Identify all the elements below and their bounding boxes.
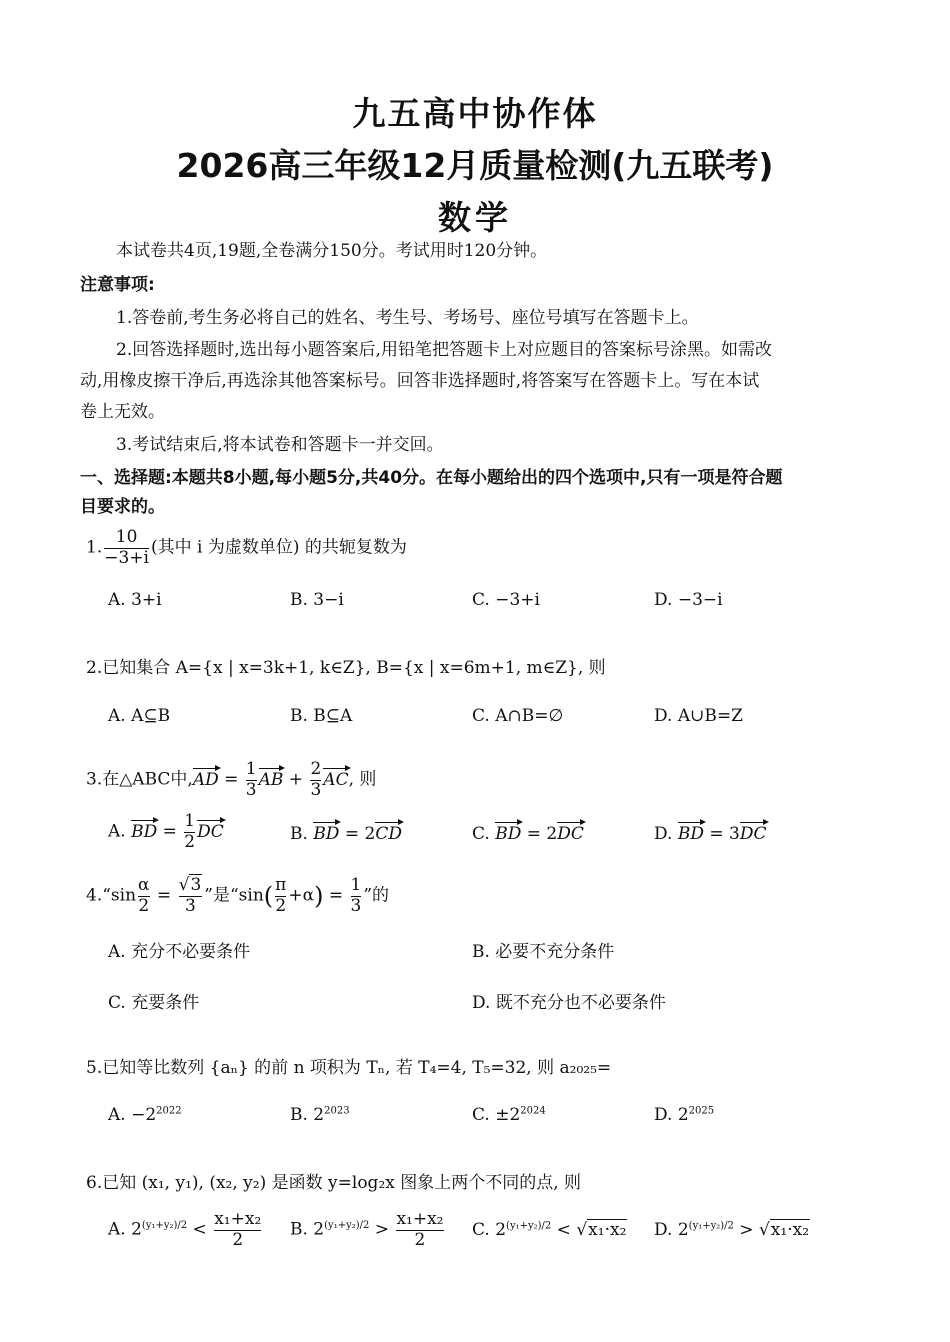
q3-frac-2: $\frac{2}{3}$ xyxy=(310,759,322,800)
q2-number: 2. xyxy=(86,658,103,678)
q3-post: , 则 xyxy=(348,769,377,790)
q5-option-d: D. $2^{2025}$ xyxy=(654,1105,715,1125)
q6-text: 已知 (x₁, y₁), (x₂, y₂) 是函数 y=log₂x 图象上两个不同的点, 则 xyxy=(102,1173,582,1193)
q2-option-c: C. A∩B=∅ xyxy=(472,706,564,726)
q5-option-a: A. $-2^{2022}$ xyxy=(108,1105,182,1125)
q4-option-c: C. 充要条件 xyxy=(108,993,200,1013)
note-1: 1.答卷前,考生务必将自己的姓名、考生号、考场号、座位号填写在答题卡上。 xyxy=(116,308,699,328)
vector-ab: AB xyxy=(259,766,284,790)
q1-fraction xyxy=(104,528,149,568)
q6-option-c: C. $2^{(y_1+y_2)/2} < √x_1\cdot x_2$ xyxy=(472,1220,627,1240)
q4-option-a: A. 充分不必要条件 xyxy=(108,942,251,962)
vector-ac: AC xyxy=(323,766,348,790)
intro-text: 本试卷共4页,19题,全卷满分150分。考试用时120分钟。 xyxy=(116,241,548,261)
question-5 xyxy=(86,1053,611,1078)
q6-option-a: A. $2^{(y_1+y_2)/2}$ < $\frac{\text{x₁+x₂}}{2}$ xyxy=(108,1209,262,1250)
q1-option-b: B. 3−i xyxy=(290,590,344,610)
q6-option-b: B. $2^{(y_1+y_2)/2}$ > $\frac{\text{x₁+x₂}}{2}$ xyxy=(290,1209,444,1250)
q1-frac-num: 10 xyxy=(115,527,138,547)
note-2-line-3: 卷上无效。 xyxy=(80,402,165,422)
q2-option-d: D. A∪B=Z xyxy=(654,706,743,726)
vector-ad: AD xyxy=(193,766,219,790)
q6-number: 6. xyxy=(86,1173,103,1193)
q2-text: 已知集合 A={x | x=3k+1, k∈Z}, B={x | x=6m+1, m∈Z}, 则 xyxy=(102,658,606,678)
q3-frac-1: $\frac{1}{3}$ xyxy=(245,759,257,800)
q3-option-c: C. BD = 2DC xyxy=(472,820,584,844)
exam-title: 2026高三年级12月质量检测(九五联考) xyxy=(176,146,774,185)
q2-option-a: A. A⊆B xyxy=(108,706,171,726)
q1-text: (其中 i 为虚数单位) 的共轭复数为 xyxy=(150,537,407,558)
question-3: 3.在△ABC中,AD = $\frac{1}{3}$ AB + $\frac{2}{3}$ AC, 则 xyxy=(86,759,377,800)
q6-option-d: D. $2^{(y_1+y_2)/2} > √x_1\cdot x_2$ xyxy=(654,1220,810,1240)
section-heading-line-2: 目要求的。 xyxy=(80,497,165,517)
q3-option-b: B. BD = 2CD xyxy=(290,820,402,844)
note-3: 3.考试结束后,将本试卷和答题卡一并交回。 xyxy=(116,435,444,455)
note-2-line-1: 2.回答选择题时,选出每小题答案后,用铅笔把答题卡上对应题目的答案标号涂黑。如需改 xyxy=(116,340,773,360)
q5-number: 5. xyxy=(86,1058,103,1078)
q3-option-a: A. BD = $\frac{1}{2}$ DC xyxy=(108,811,224,852)
q3-option-d: D. BD = 3DC xyxy=(654,820,767,844)
q3-number: 3. xyxy=(86,769,103,790)
org-title: 九五高中协作体 xyxy=(352,94,598,133)
note-2-line-2: 动,用橡皮擦干净后,再选涂其他答案标号。回答非选择题时,将答案写在答题卡上。写在本试 xyxy=(80,371,760,391)
q1-option-d: D. −3−i xyxy=(654,590,723,610)
q5-text: 已知等比数列 {aₙ} 的前 n 项积为 Tₙ, 若 T₄=4, T₅=32, 则 a₂₀₂₅= xyxy=(102,1058,612,1078)
q4-option-d: D. 既不充分也不必要条件 xyxy=(472,993,666,1013)
q1-frac-den: −3+i xyxy=(104,547,149,568)
q2-option-b: B. B⊆A xyxy=(290,706,353,726)
q4-option-b: B. 必要不充分条件 xyxy=(472,942,615,962)
q1-number: 1. xyxy=(86,537,103,558)
q1-option-c: C. −3+i xyxy=(472,590,540,610)
question-2 xyxy=(86,653,606,678)
q5-option-c: C. $\pm 2^{2024}$ xyxy=(472,1105,546,1125)
notes-heading: 注意事项: xyxy=(80,275,155,295)
question-4: 4.“sin $\frac{\alpha}{2}$ = $\frac{√3}{3}$ ”是“sin( $\frac{\pi}{2}$ +α) = $\frac{1}{3}$ ”的 xyxy=(86,875,390,916)
q5-option-b: B. $2^{2023}$ xyxy=(290,1105,350,1125)
question-1 xyxy=(86,528,407,568)
subject-title: 数学 xyxy=(438,198,512,237)
q1-option-a: A. 3+i xyxy=(108,590,162,610)
section-heading-line-1: 一、选择题:本题共8小题,每小题5分,共40分。在每小题给出的四个选项中,只有一项是符合题 xyxy=(80,468,783,488)
q3-pre: 在△ABC中, xyxy=(102,769,193,790)
question-6 xyxy=(86,1168,581,1193)
